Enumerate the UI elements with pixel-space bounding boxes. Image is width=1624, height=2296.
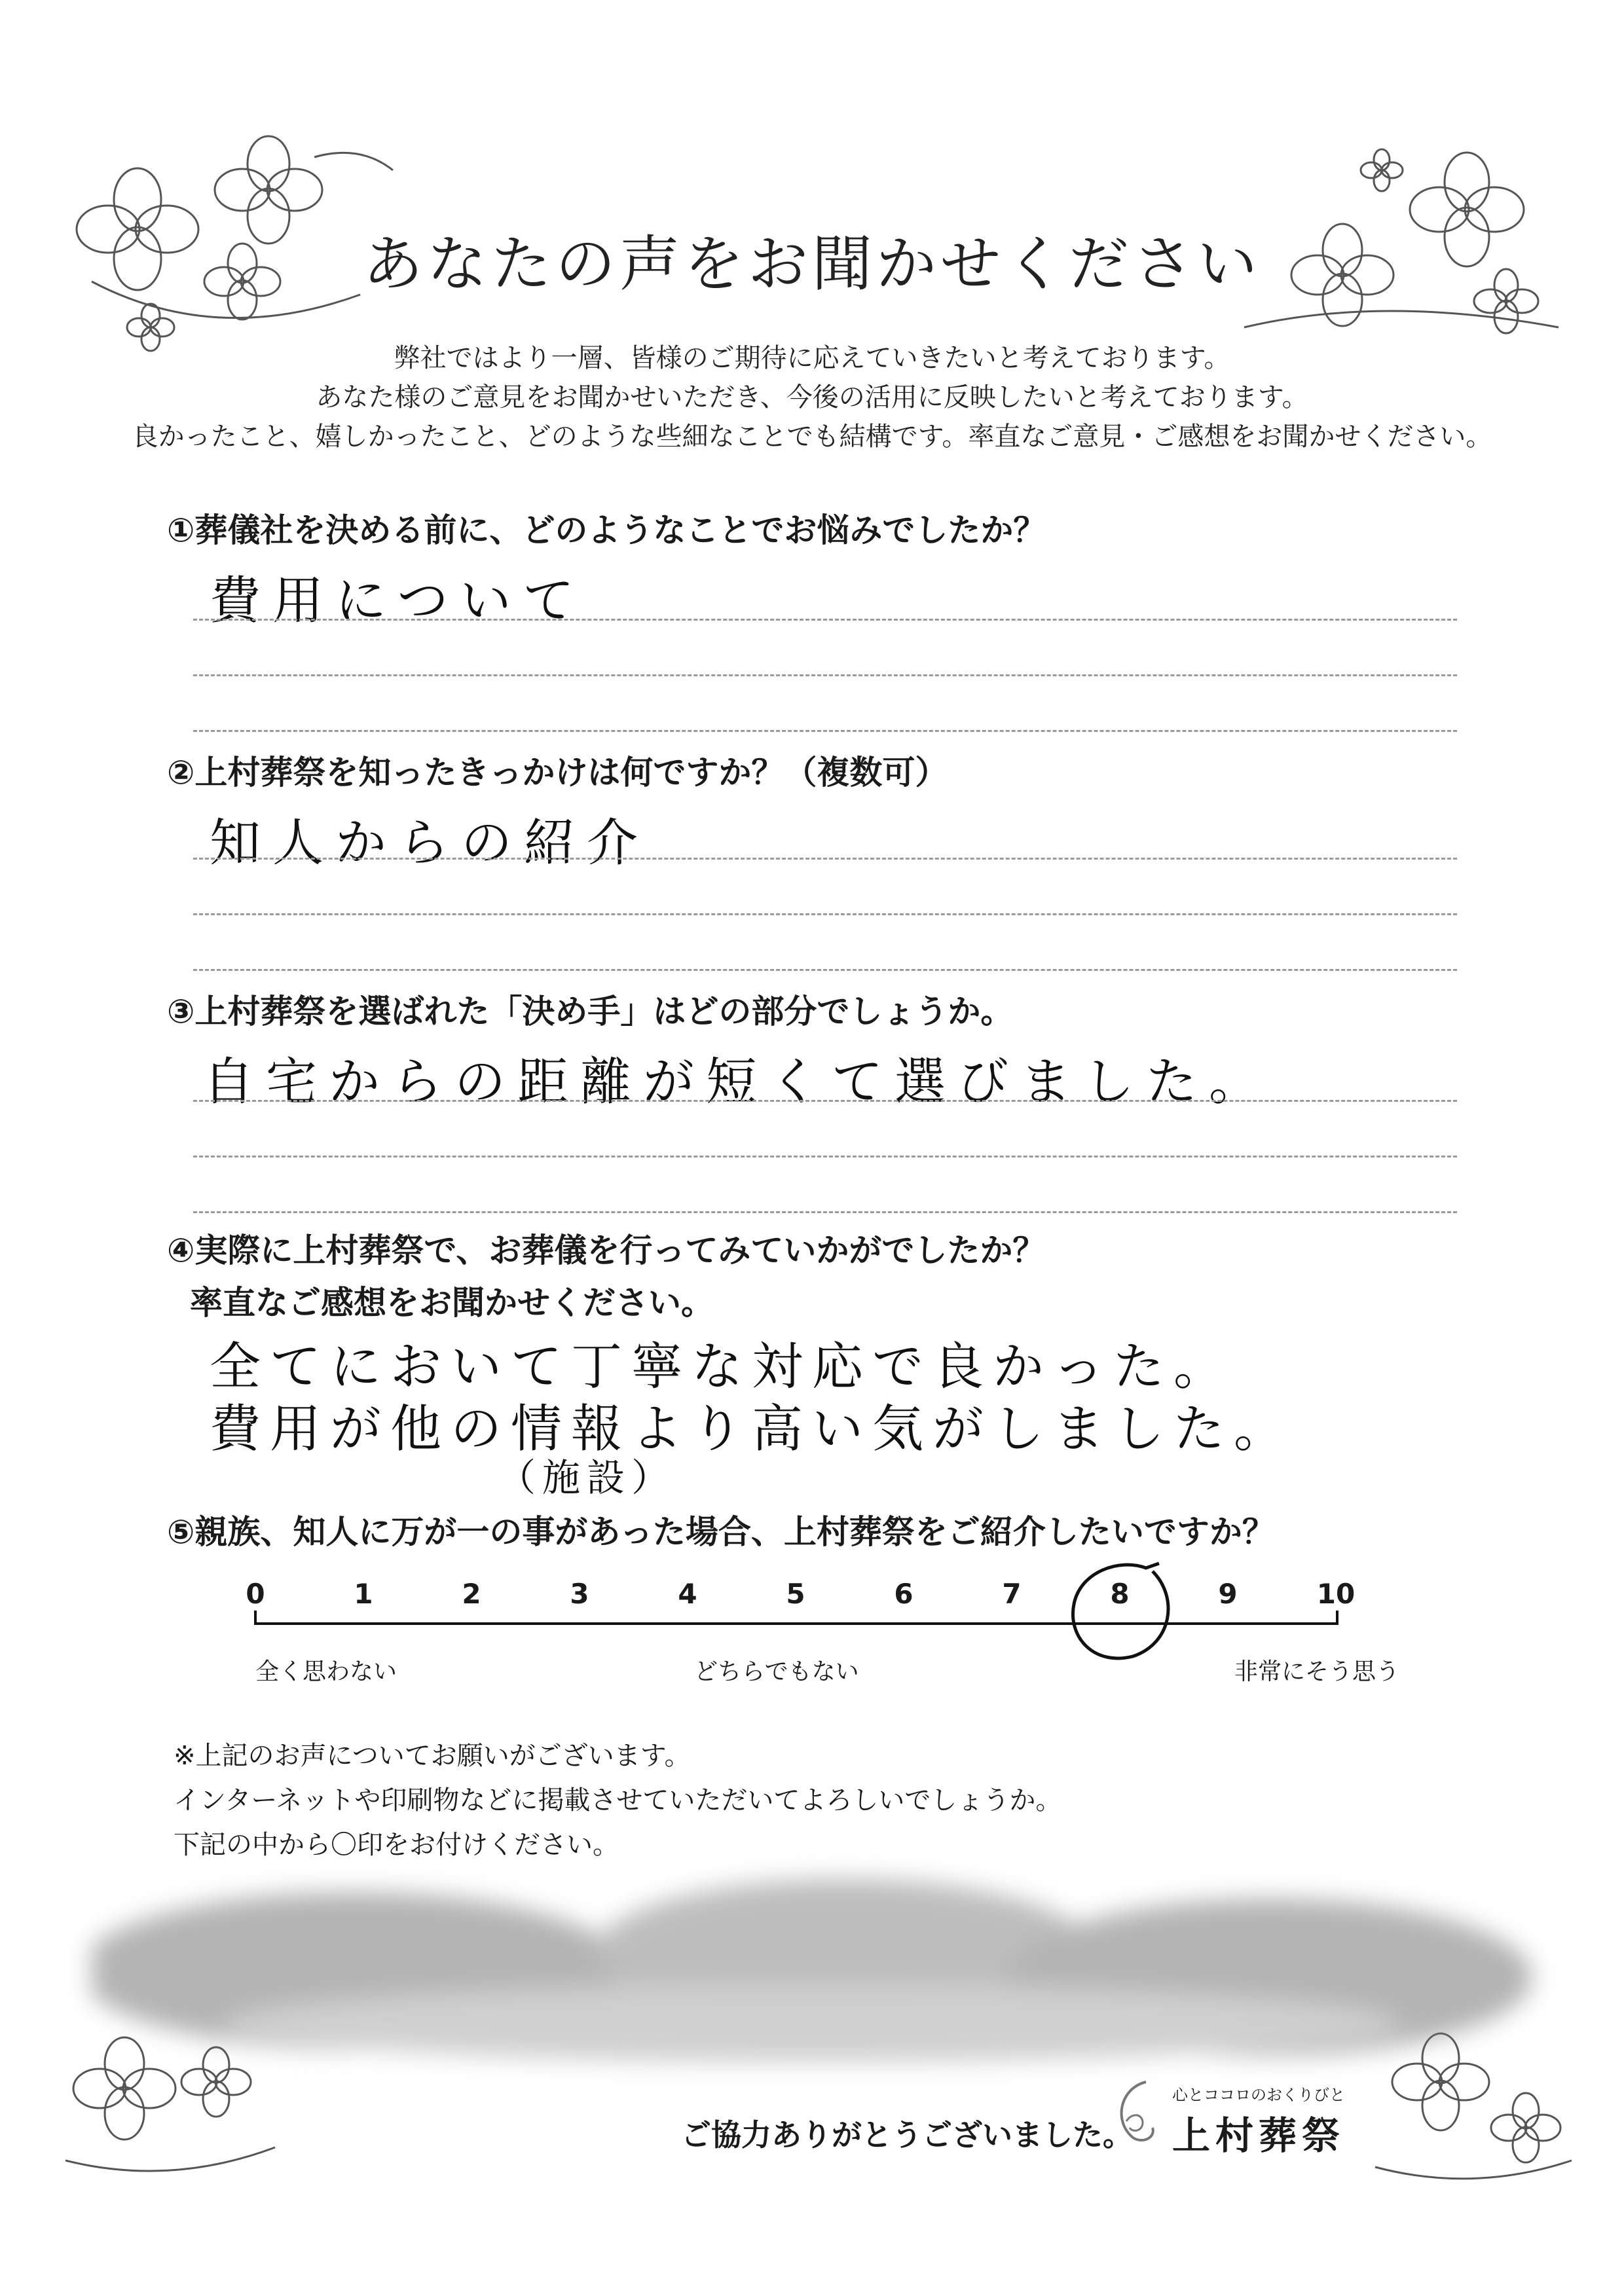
answer-line bbox=[193, 730, 1457, 732]
question-4-answer-line-2: 費用が他の情報より高い気がしました。 bbox=[210, 1400, 1295, 1459]
rating-scale-end-tick bbox=[1336, 1611, 1338, 1625]
rating-scale-end-tick bbox=[254, 1611, 257, 1625]
question-4-answer-note: （施設） bbox=[498, 1455, 676, 1500]
scale-caption-left: 全く思わない bbox=[255, 1658, 397, 1685]
rating-tick-1: 1 bbox=[354, 1578, 373, 1610]
publication-note-line-3: 下記の中から〇印をお付けください。 bbox=[174, 1830, 619, 1860]
brand-name: 上村葬祭 bbox=[1172, 2113, 1346, 2158]
rating-tick-4: 4 bbox=[678, 1578, 697, 1610]
answer-line bbox=[193, 619, 1457, 621]
question-3-answer: 自宅からの距離が短くて選びました。 bbox=[203, 1053, 1272, 1112]
publication-note-line-1: ※上記のお声についてお願いがございます。 bbox=[174, 1741, 691, 1771]
intro-line-2: あなた様のご意見をお聞かせいただき、今後の活用に反映したいと考えております。 bbox=[316, 382, 1308, 412]
question-4-sublabel: 率直なご感想をお聞かせください。 bbox=[190, 1284, 714, 1322]
question-5-label: ⑤親族、知人に万が一の事があった場合、上村葬祭をご紹介したいですか？ bbox=[167, 1513, 1275, 1551]
thanks-message: ご協力ありがとうございました。 bbox=[681, 2117, 1133, 2153]
rating-tick-5: 5 bbox=[786, 1578, 805, 1610]
page-title: あなたの声をお聞かせください bbox=[362, 229, 1261, 299]
answer-line bbox=[193, 674, 1457, 676]
answer-line bbox=[193, 858, 1457, 860]
brand-logo-icon bbox=[1107, 2075, 1166, 2147]
rating-tick-6: 6 bbox=[894, 1578, 913, 1610]
brand-tagline: 心とココロのおくりびと bbox=[1172, 2086, 1345, 2104]
scale-caption-middle: どちらでもない bbox=[694, 1658, 859, 1685]
rating-tick-7: 7 bbox=[1002, 1578, 1022, 1610]
question-4-answer-line-1: 全てにおいて丁寧な対応で良かった。 bbox=[210, 1338, 1234, 1396]
answer-line bbox=[193, 1100, 1457, 1102]
rating-tick-10: 10 bbox=[1316, 1578, 1356, 1610]
rating-tick-0: 0 bbox=[246, 1578, 265, 1610]
answer-line bbox=[193, 969, 1457, 971]
redacted-area bbox=[92, 1872, 1545, 2069]
intro-line-3: 良かったこと、嬉しかったこと、どのような些細なことでも結構です。率直なご意見・ご感想をお聞かせください。 bbox=[132, 422, 1492, 452]
rating-tick-8: 8 bbox=[1110, 1578, 1130, 1610]
question-3-label: ③上村葬祭を選ばれた「決め手」はどの部分でしょうか。 bbox=[167, 993, 1014, 1030]
question-2-label: ②上村葬祭を知ったきっかけは何ですか？（複数可） bbox=[167, 754, 948, 792]
answer-line bbox=[193, 913, 1457, 915]
answer-line bbox=[193, 1156, 1457, 1157]
question-2-answer: 知人からの紹介 bbox=[210, 814, 650, 873]
intro-line-1: 弊社ではより一層、皆様のご期待に応えていきたいと考えております。 bbox=[394, 343, 1230, 373]
publication-note-line-2: インターネットや印刷物などに掲載させていただいてよろしいでしょうか。 bbox=[174, 1785, 1062, 1815]
question-1-answer: 費用について bbox=[210, 572, 586, 630]
scale-caption-right: 非常にそう思う bbox=[1234, 1658, 1400, 1685]
rating-tick-3: 3 bbox=[570, 1578, 589, 1610]
question-4-label: ④実際に上村葬祭で、お葬儀を行ってみていかがでしたか？ bbox=[167, 1231, 1046, 1269]
rating-tick-2: 2 bbox=[462, 1578, 481, 1610]
answer-line bbox=[193, 1211, 1457, 1213]
question-1-label: ①葬儀社を決める前に、どのようなことでお悩みでしたか？ bbox=[167, 511, 1046, 549]
rating-tick-9: 9 bbox=[1218, 1578, 1238, 1610]
selected-rating-circle[interactable] bbox=[1054, 1545, 1185, 1676]
